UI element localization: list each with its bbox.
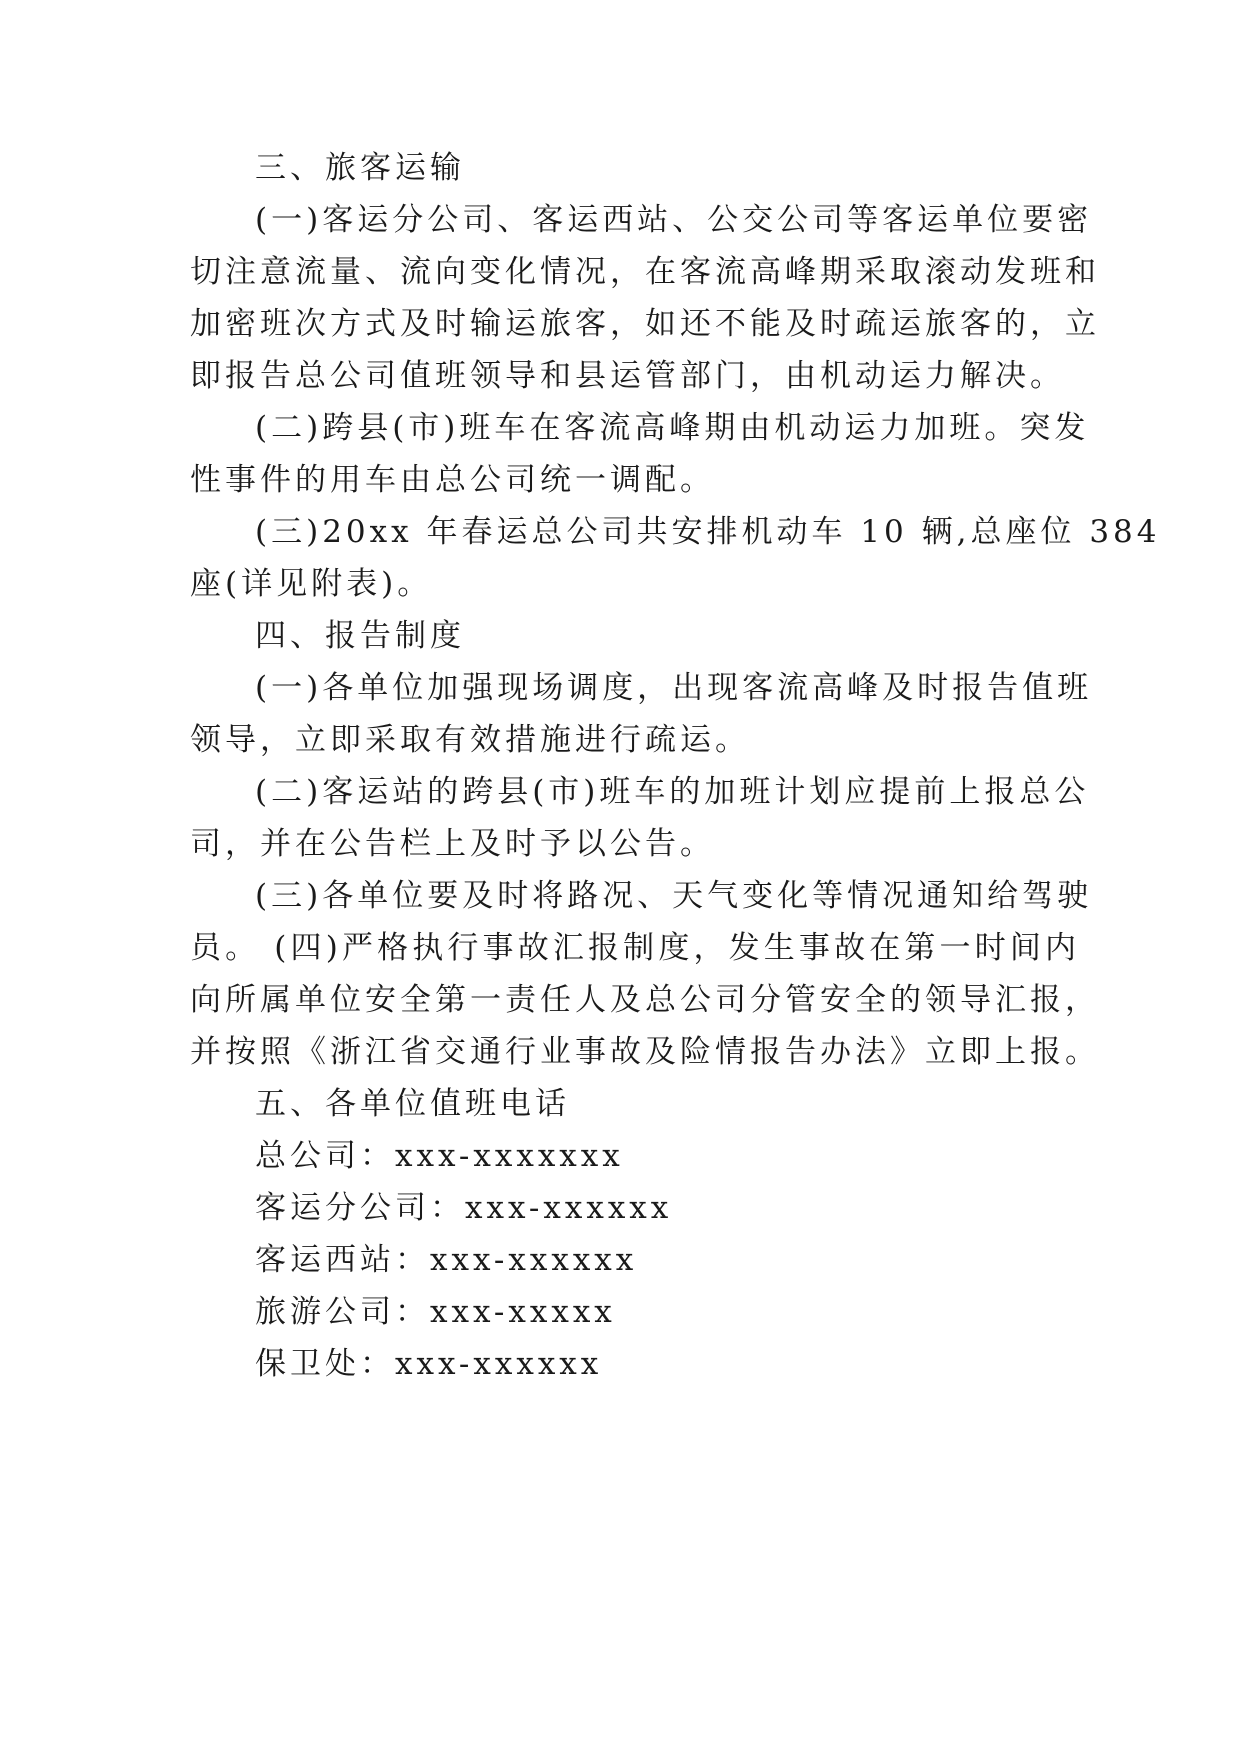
paragraph-line: (二)跨县(市)班车在客流高峰期由机动运力加班。突发 xyxy=(255,410,1090,446)
paragraph-line: (一)客运分公司、客运西站、公交公司等客运单位要密 xyxy=(255,202,1093,238)
paragraph-line: 性事件的用车由总公司统一调配。 xyxy=(190,462,715,498)
paragraph-line: 切注意流量、流向变化情况，在客流高峰期采取滚动发班和 xyxy=(190,254,1100,290)
phone-entry: 总公司：xxx-xxxxxxx xyxy=(255,1138,624,1174)
paragraph-line: 向所属单位安全第一责任人及总公司分管安全的领导汇报， xyxy=(190,982,1100,1018)
phone-entry: 旅游公司：xxx-xxxxx xyxy=(255,1294,616,1330)
paragraph-line: (三)20xx 年春运总公司共安排机动车 10 辆,总座位 384 xyxy=(255,514,1161,550)
paragraph-line: 座(详见附表)。 xyxy=(190,566,433,602)
paragraph-line: 员。 (四)严格执行事故汇报制度，发生事故在第一时间内 xyxy=(190,930,1080,966)
paragraph-line: (二)客运站的跨县(市)班车的加班计划应提前上报总公 xyxy=(255,774,1090,810)
paragraph-line: 并按照《浙江省交通行业事故及险情报告办法》立即上报。 xyxy=(190,1034,1100,1070)
section-heading-5: 五、各单位值班电话 xyxy=(255,1086,570,1122)
phone-entry: 客运西站：xxx-xxxxxx xyxy=(255,1242,638,1278)
paragraph-line: 即报告总公司值班领导和县运管部门，由机动运力解决。 xyxy=(190,358,1065,394)
paragraph-line: 司，并在公告栏上及时予以公告。 xyxy=(190,826,715,862)
paragraph-line: (三)各单位要及时将路况、天气变化等情况通知给驾驶 xyxy=(255,878,1093,914)
paragraph-line: 领导，立即采取有效措施进行疏运。 xyxy=(190,722,750,758)
phone-entry: 保卫处：xxx-xxxxxx xyxy=(255,1346,603,1382)
paragraph-line: 加密班次方式及时输运旅客，如还不能及时疏运旅客的，立 xyxy=(190,306,1100,342)
section-heading-3: 三、旅客运输 xyxy=(255,150,465,186)
phone-entry: 客运分公司：xxx-xxxxxx xyxy=(255,1190,673,1226)
paragraph-line: (一)各单位加强现场调度，出现客流高峰及时报告值班 xyxy=(255,670,1093,706)
section-heading-4: 四、报告制度 xyxy=(255,618,465,654)
